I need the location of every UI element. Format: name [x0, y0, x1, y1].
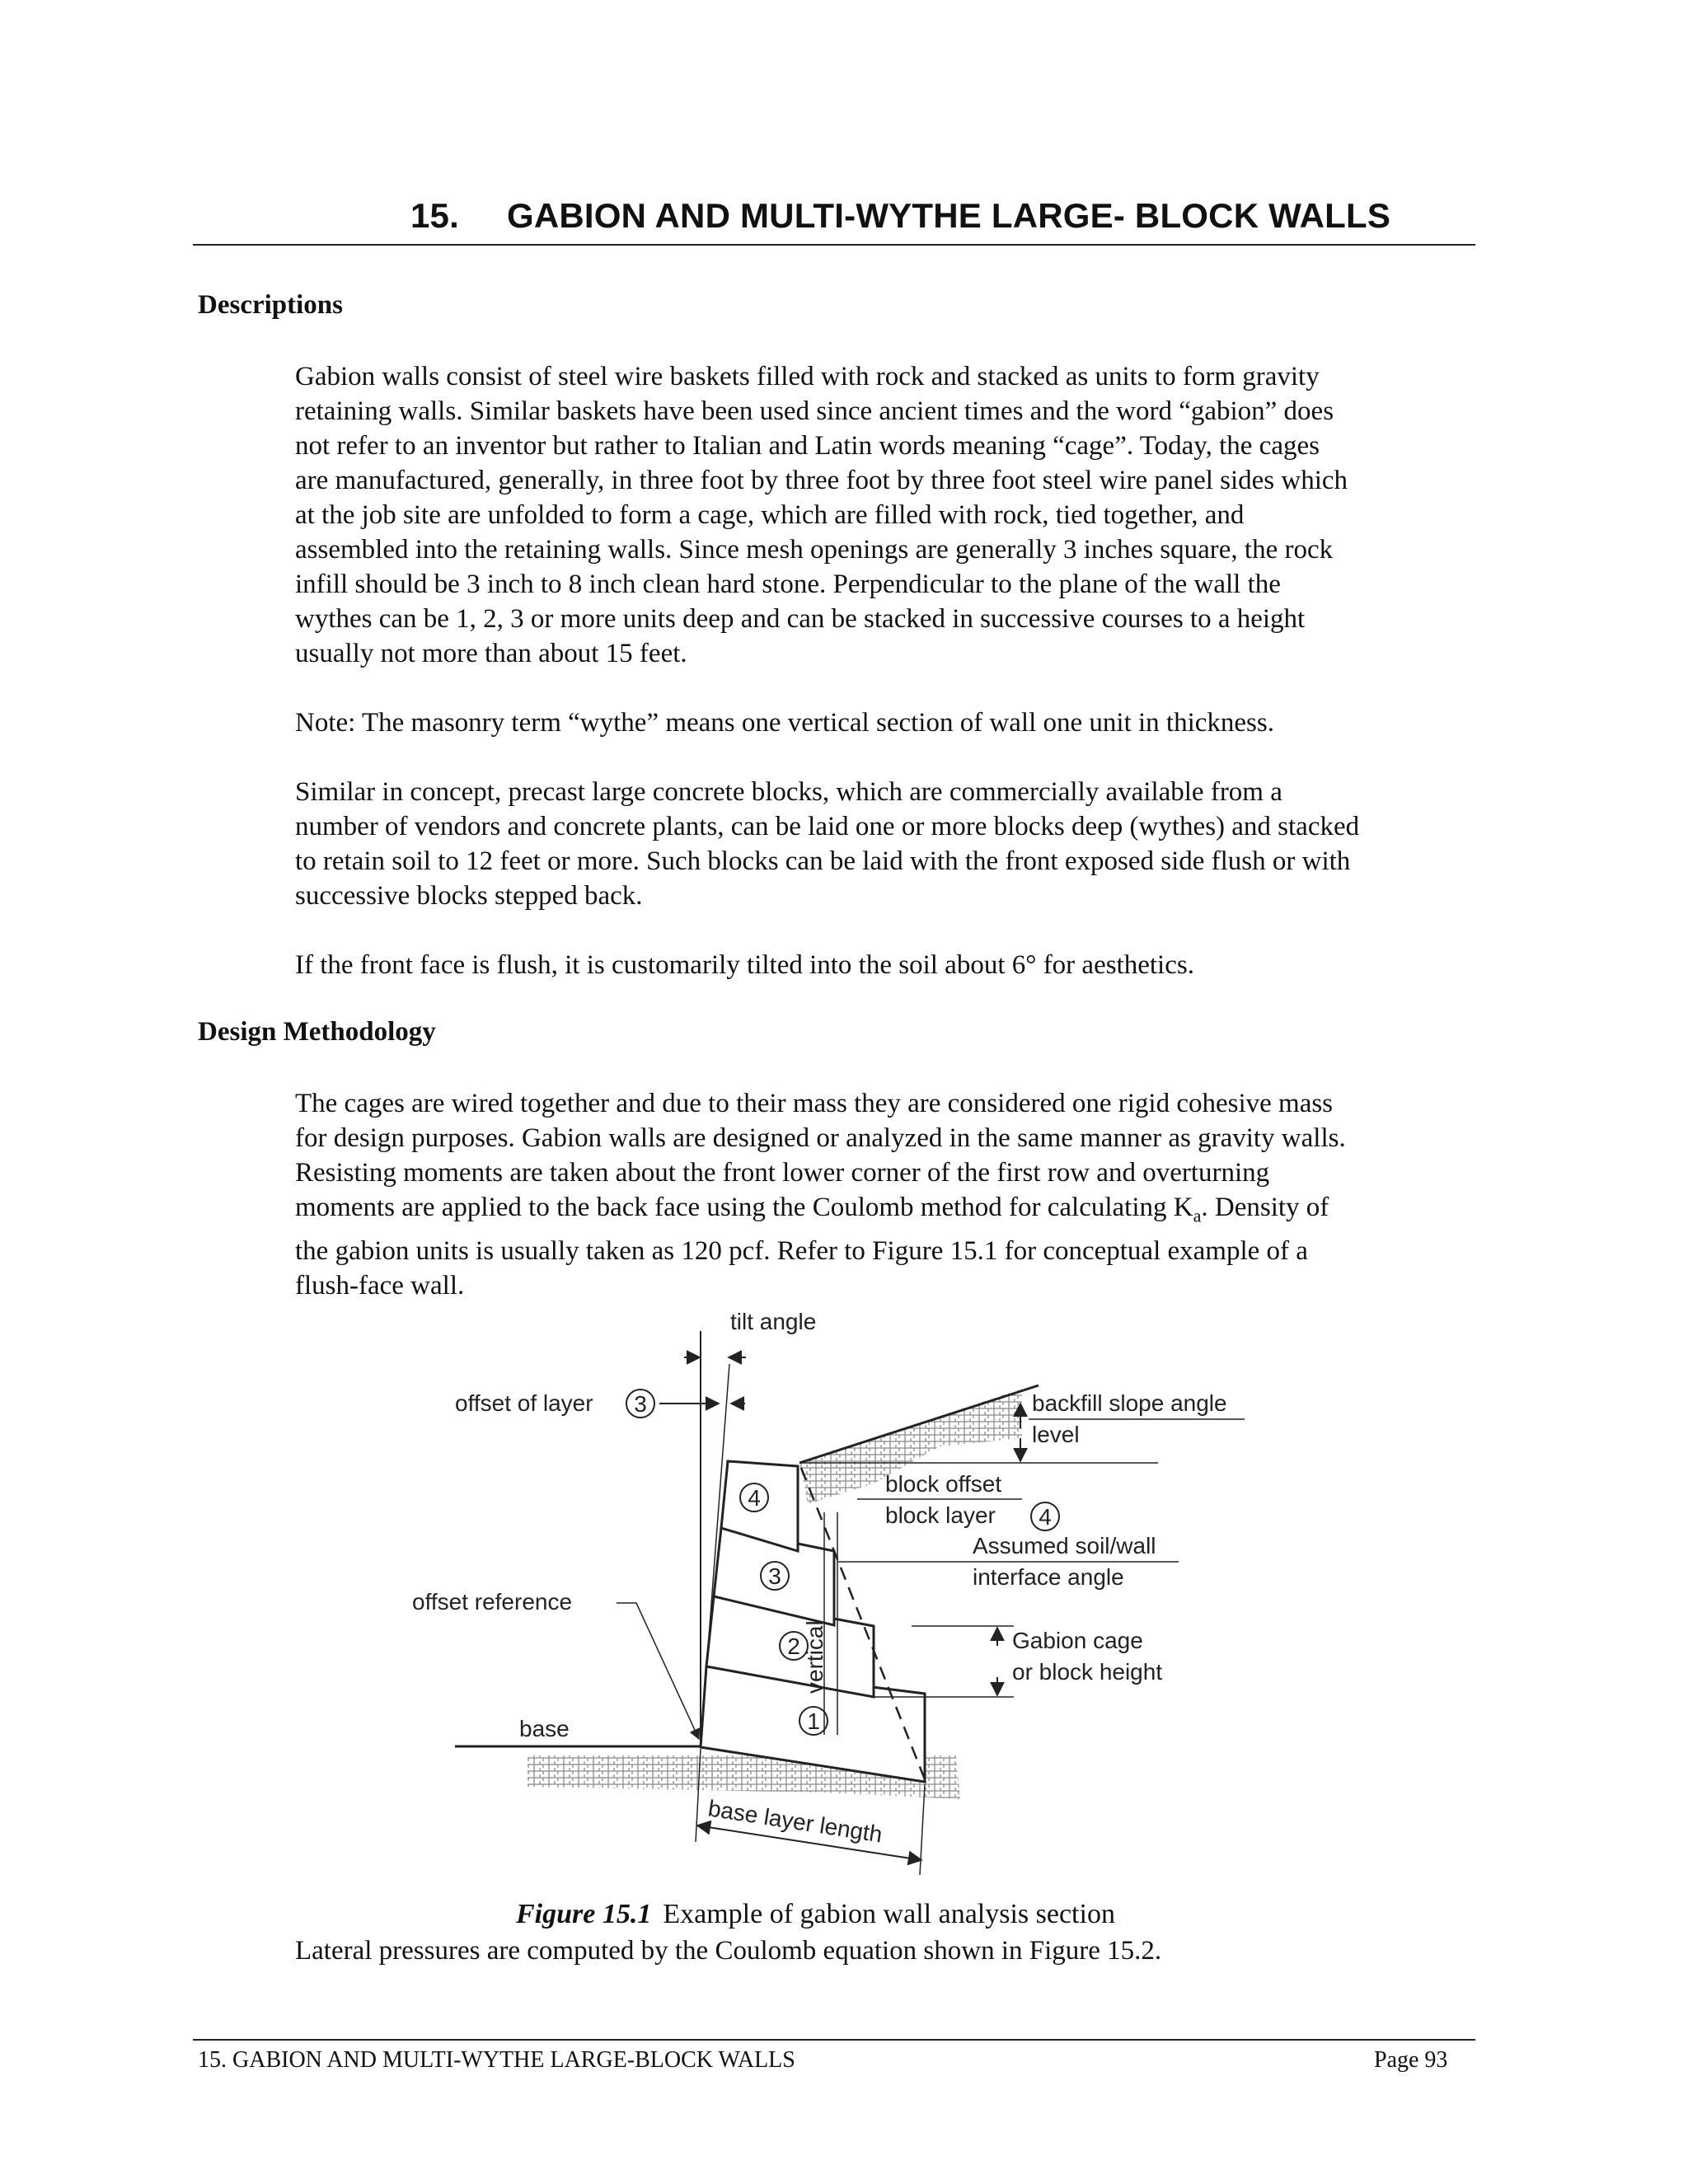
descriptions-paragraph-2 [295, 775, 1482, 913]
text-segment: . Density of [1201, 1193, 1329, 1222]
text-line: successive blocks stepped back. [295, 881, 643, 911]
text-line: assembled into the retaining walls. Since mesh openings are generally 3 inches square, the rock [295, 535, 1334, 565]
block-4-number: 4 [748, 1485, 761, 1511]
gabion-wall-figure [412, 1306, 1302, 1883]
offset-reference-label: offset reference [412, 1589, 573, 1615]
interface-angle-label: interface angle [973, 1564, 1124, 1590]
text-segment: moments are applied to the back face using the Coulomb method for calculating K [295, 1193, 1193, 1222]
text-line: are manufactured, generally, in three foot by three foot by three foot steel wire panel sides which [295, 466, 1348, 495]
footer-rule [193, 2039, 1475, 2041]
descriptions-paragraph-1 [295, 359, 1482, 671]
text-line: number of vendors and concrete plants, can be laid one or more blocks deep (wythes) and stacked [295, 812, 1360, 841]
base-length-right-extension [920, 1784, 925, 1875]
text-line: Similar in concept, precast large concrete blocks, which are commercially available from a [295, 777, 1282, 807]
design-paragraph [295, 1086, 1482, 1303]
figure-number: Figure 15.1 [516, 1899, 652, 1929]
block-1-number: 1 [807, 1708, 820, 1734]
footer-chapter-title: 15. GABION AND MULTI-WYTHE LARGE-BLOCK WALLS [198, 2047, 795, 2073]
assumed-soil-wall-label: Assumed soil/wall [973, 1533, 1156, 1558]
block-layer-label: block layer [885, 1502, 996, 1528]
figure-caption [516, 1899, 1115, 1930]
block-offset-label: block offset [885, 1471, 1002, 1497]
block-2-number: 2 [787, 1633, 800, 1659]
chapter-title [410, 196, 1390, 236]
base-label: base [519, 1716, 570, 1741]
figure-caption-text: Example of gabion wall analysis section [663, 1899, 1115, 1929]
text-line: at the job site are unfolded to form a cage, which are filled with rock, tied together, and [295, 500, 1245, 530]
level-label: level [1032, 1422, 1080, 1447]
offset-layer-number: 3 [634, 1391, 647, 1417]
chapter-title-text: GABION AND MULTI-WYTHE LARGE- BLOCK WALLS [507, 196, 1391, 235]
page-number: Page 93 [1374, 2047, 1448, 2073]
text-line: Note: The masonry term “wythe” means one vertical section of wall one unit in thickness. [295, 708, 1274, 738]
gabion-cage-label: Gabion cage [1012, 1628, 1143, 1653]
chapter-number: 15. [410, 196, 459, 235]
text-line: flush-face wall. [295, 1270, 465, 1301]
descriptions-paragraph-3 [295, 948, 1482, 982]
text-line: Resisting moments are taken about the front lower corner of the first row and overturning [295, 1158, 1270, 1188]
text-line: If the front face is flush, it is customarily tilted into the soil about 6° for aesthetics. [295, 950, 1194, 980]
text-line: Gabion walls consist of steel wire baskets filled with rock and stacked as units to form gravity [295, 362, 1320, 391]
text-line: for design purposes. Gabion walls are designed or analyzed in the same manner as gravity walls. [295, 1123, 1346, 1153]
after-figure-paragraph [295, 1933, 1482, 1968]
text-line: the gabion units is usually taken as 120 pcf. Refer to Figure 15.1 for conceptual example of a [295, 1235, 1308, 1266]
vertical-label: vertical [802, 1620, 828, 1694]
text-line: not refer to an inventor but rather to Italian and Latin words meaning “cage”. Today, the cages [295, 431, 1320, 461]
offset-reference-leader [617, 1603, 699, 1739]
block-3-number: 3 [768, 1563, 781, 1589]
text-line: wythes can be 1, 2, 3 or more units deep and can be stacked in successive courses to a height [295, 604, 1306, 634]
title-rule [193, 244, 1475, 246]
section-heading-design-methodology: Design Methodology [198, 1017, 436, 1047]
text-line: infill should be 3 inch to 8 inch clean hard stone. Perpendicular to the plane of the wall the [295, 569, 1281, 599]
block-height-label: or block height [1012, 1659, 1163, 1685]
wythe-note [295, 705, 1482, 740]
text-line: to retain soil to 12 feet or more. Such blocks can be laid with the front exposed side flush or with [295, 846, 1351, 876]
subscript-a: a [1193, 1205, 1202, 1226]
text-line [295, 1190, 1482, 1234]
text-line: The cages are wired together and due to their mass they are considered one rigid cohesive mass [295, 1089, 1334, 1118]
backfill-slope-angle-label: backfill slope angle [1032, 1390, 1227, 1416]
section-heading-descriptions: Descriptions [198, 290, 343, 320]
text-line: retaining walls. Similar baskets have been used since ancient times and the word “gabion” does [295, 396, 1334, 426]
gabion-wall-diagram [412, 1306, 1302, 1883]
offset-of-layer-label: offset of layer [455, 1390, 593, 1416]
text-line: Lateral pressures are computed by the Coulomb equation shown in Figure 15.2. [295, 1936, 1162, 1966]
block-layer-number: 4 [1039, 1504, 1052, 1530]
base-layer-length-label: base layer length [706, 1795, 884, 1848]
text-line: usually not more than about 15 feet. [295, 639, 687, 668]
tilt-angle-label: tilt angle [730, 1309, 817, 1334]
